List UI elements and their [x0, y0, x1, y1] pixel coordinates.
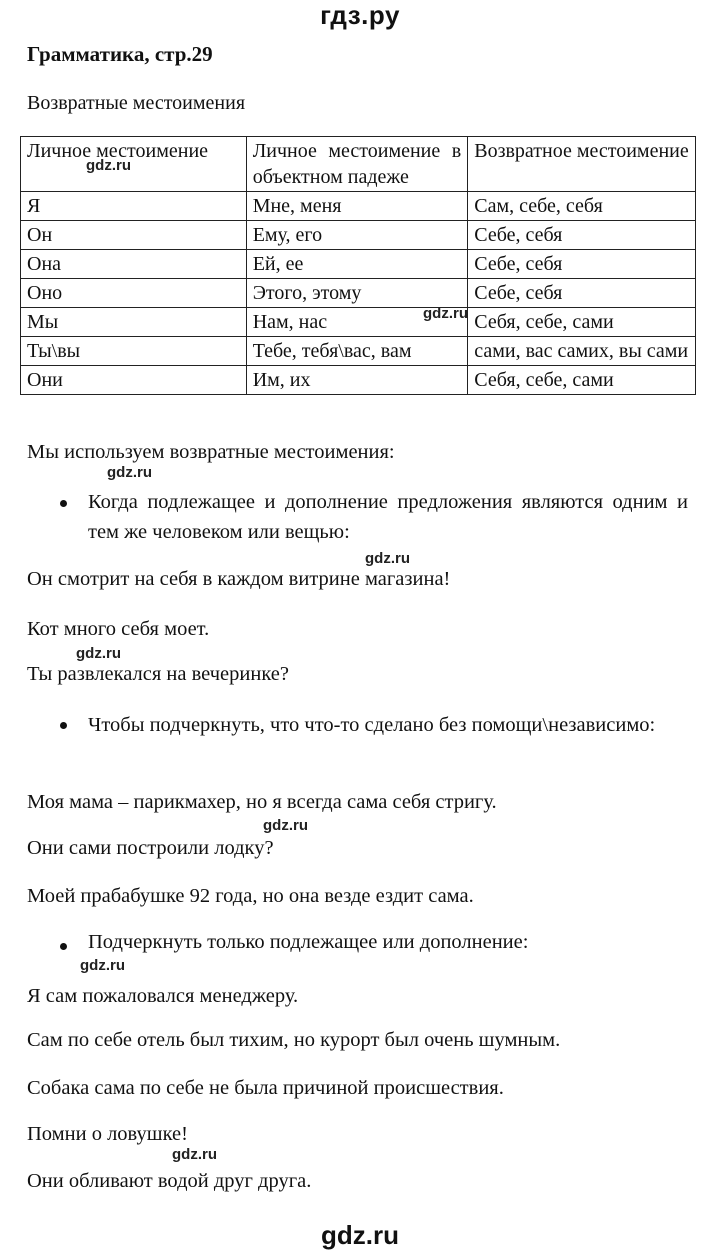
watermark: gdz.ru — [423, 305, 468, 322]
table-header-cell: Возвратное местоимение — [468, 137, 696, 192]
table-cell: Она — [21, 250, 247, 279]
bullet-text: Когда подлежащее и дополнение предложения являются одним и тем же человеком или вещью: — [88, 491, 688, 543]
table-cell: Сам, себе, себя — [468, 192, 696, 221]
example-sentence: Кот много себя моет. — [27, 618, 210, 640]
table-row — [21, 279, 696, 308]
table-cell: Себе, себя — [468, 250, 696, 279]
example-sentence: Моей прабабушке 92 года, но она везде ездит сама. — [27, 885, 474, 907]
bullet-text: Чтобы подчеркнуть, что что-то сделано без помощи\независимо: — [88, 714, 656, 736]
table-cell: Ей, ее — [246, 250, 468, 279]
bullet-icon — [60, 722, 67, 729]
site-footer: gdz.ru — [321, 1220, 399, 1250]
bullet-icon — [60, 500, 67, 507]
watermark: gdz.ru — [172, 1146, 217, 1163]
table-cell: Он — [21, 221, 247, 250]
example-sentence: Ты развлекался на вечеринке? — [27, 663, 289, 685]
reminder-example: Они обливают водой друг друга. — [27, 1170, 312, 1192]
bullet-icon — [60, 943, 67, 950]
table-cell: Нам, нас — [246, 308, 468, 337]
watermark: gdz.ru — [107, 464, 152, 481]
watermark: gdz.ru — [86, 157, 131, 174]
table-header-cell: Личное местоимение — [21, 137, 247, 192]
table-cell: Оно — [21, 279, 247, 308]
table-row — [21, 366, 696, 395]
table-cell: Им, их — [246, 366, 468, 395]
table-cell: сами, вас самих, вы сами — [468, 337, 696, 366]
section-subtitle: Возвратные местоимения — [27, 92, 246, 114]
table-cell: Я — [21, 192, 247, 221]
watermark: gdz.ru — [80, 957, 125, 974]
table-header-cell: Личное местоимение в объектном падеже — [246, 137, 468, 192]
watermark: gdz.ru — [263, 817, 308, 834]
table-cell: Мы — [21, 308, 247, 337]
example-sentence: Они сами построили лодку? — [27, 837, 274, 859]
table-cell: Мне, меня — [246, 192, 468, 221]
table-row — [21, 308, 696, 337]
reminder-text: Помни о ловушке! — [27, 1123, 188, 1145]
example-sentence: Моя мама – парикмахер, но я всегда сама себя стригу. — [27, 791, 497, 813]
intro-text: Мы используем возвратные местоимения: — [27, 441, 395, 463]
table-row — [21, 192, 696, 221]
watermark: gdz.ru — [365, 550, 410, 567]
table-cell: Себя, себе, сами — [468, 366, 696, 395]
table-cell: Они — [21, 366, 247, 395]
pronoun-table — [20, 136, 696, 395]
table-cell: Ты\вы — [21, 337, 247, 366]
example-sentence: Он смотрит на себя в каждом витрине магазина! — [27, 568, 451, 590]
table-row — [21, 250, 696, 279]
bullet-text: Подчеркнуть только подлежащее или дополнение: — [88, 931, 529, 953]
table-row — [21, 221, 696, 250]
example-sentence: Сам по себе отель был тихим, но курорт был очень шумным. — [27, 1029, 561, 1051]
page-title: Грамматика, стр.29 — [27, 42, 213, 66]
table-cell: Тебе, тебя\вас, вам — [246, 337, 468, 366]
table-cell: Себе, себя — [468, 279, 696, 308]
example-sentence: Собака сама по себе не была причиной происшествия. — [27, 1077, 504, 1099]
table-cell: Себе, себя — [468, 221, 696, 250]
table-row — [21, 337, 696, 366]
site-header-title: гдз.ру — [320, 0, 400, 30]
table-cell: Себя, себе, сами — [468, 308, 696, 337]
table-cell: Ему, его — [246, 221, 468, 250]
example-sentence: Я сам пожаловался менеджеру. — [27, 985, 299, 1007]
table-cell: Этого, этому — [246, 279, 468, 308]
watermark: gdz.ru — [76, 645, 121, 662]
